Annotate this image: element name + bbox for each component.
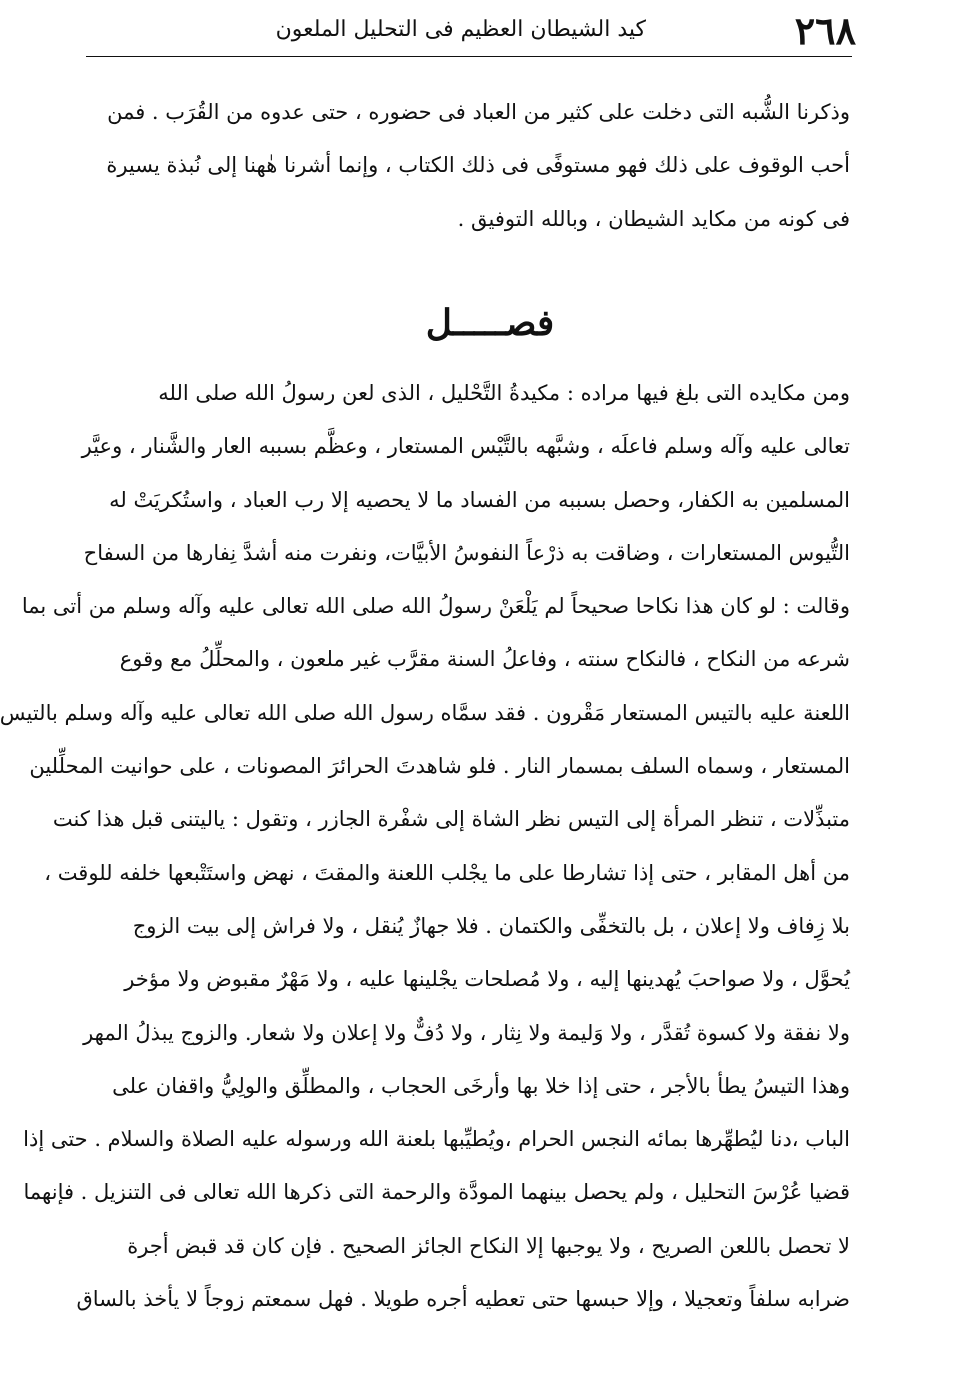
intro-paragraph — [92, 86, 850, 246]
text-line: أحب الوقوف على ذلك فهو مستوفًى فى ذلك الكتاب ، وإنما أشرنا هٰهنا إلى نُبذة يسيرة — [106, 153, 850, 178]
text-line: لا تحصل باللعن الصريح ، ولا يوجبها إلا النكاح الجائز الصحيح . فإن كان قد قبض أجرة — [127, 1233, 850, 1258]
text-line: ولا نفقة ولا كسوة تُقدَّر ، ولا وَليمة ولا نِثار ، ولا دُفٌّ ولا إعلان ولا شعار. والزوج يبذلُ المهر — [83, 1020, 850, 1045]
body-paragraph — [0, 367, 850, 1326]
running-title: كيد الشيطان العظيم فى التحليل الملعون — [275, 17, 646, 42]
text-line: ومن مكايده التى بلغ فيها مراده : مكيدةُ التَّحْليل ، الذى لعن رسولُ الله صلى الله — [158, 381, 850, 405]
section-heading: فصـــــل — [425, 302, 555, 344]
text-line: اللعنة عليه بالتيس المستعار مَقْرون . فقد سمَّاه رسول الله صلى الله تعالى عليه وآله وسلم بالتيس — [0, 700, 850, 725]
page-number: ٢٦٨ — [794, 8, 856, 53]
text-line: قضيا عُرْسَ التحليل ، ولم يحصل بينهما المودَّة والرحمة التى ذكرها الله تعالى فى التنزيل . فإنهما — [23, 1180, 850, 1205]
text-line: التُّيوس المستعارات ، وضاقت به ذرْعاً النفوسُ الأبيَّات، ونفرت منه أشدَّ نِفارها من السفاح — [83, 540, 850, 565]
text-line: وهذا التيسُ يطأ بالأجر ، حتى إذا خلا بها وأرخَى الحجاب ، والمطلِّق والولِيُّ واقفان على — [112, 1073, 850, 1098]
text-line: يُحوَّل ، ولا صواحبَ يُهدينها إليه ، ولا مُصلحات يجْلينها عليه ، ولا مَهْرٌ مقبوض ولا مؤخر — [124, 967, 850, 992]
text-line: فى كونه من مكايد الشيطان ، وبالله التوفيق . — [457, 206, 850, 231]
header-rule — [86, 56, 852, 57]
text-line: متبذِّلات ، تنظر المرأة إلى التيس نظر الشاة إلى شفْرة الجازر ، وتقول : ياليتنى قبل هذا كنت — [52, 807, 850, 832]
text-line: وقالت : لو كان هذا نكاحا صحيحاً لم يَلْعَنْ رسولُ الله صلى الله تعالى عليه وآله وسلم من أتى بما — [21, 594, 850, 619]
text-line: وذكرنا الشُّبه التى دخلت على كثير من العباد فى حضوره ، حتى عدوه من القُرَب . فمن — [107, 100, 850, 124]
text-line: بلا زِفاف ولا إعلان ، بل بالتخفِّى والكتمان . فلا جهازٌ يُنقل ، ولا فراش إلى بيت الزوج — [132, 913, 850, 938]
text-line: شرعه من النكاح ، فالنكاح سنته ، وفاعلُ السنة مقرَّب غير ملعون ، والمحلِّلُ مع وقوع — [119, 647, 850, 672]
text-line: ضرابه سلفاً وتعجيلا ، وإلا حبسها حتى تعطيه أجره طويلا . فهل سمعتم زوجاً لا يأخذ بالساق — [76, 1287, 850, 1312]
text-line: من أهل المقابر ، حتى إذا تشارطا على ما يجْلب اللعنة والمقتَ ، نهض واستَتْبعها خلفه للوقت ، — [44, 860, 850, 885]
text-line: المستعار ، وسماه السلف بمسمار النار . فلو شاهدتَ الحرائرَ المصونات ، على حوانيت المحلِّلين — [29, 754, 850, 779]
text-line: الباب ،دنا ليُطهِّرها بمائه النجس الحرام ،ويُطيِّبها بلعنة الله ورسوله عليه الصلاة والسلام . حتى إذا — [23, 1127, 850, 1152]
text-line: المسلمين به الكفار، وحصل بسببه من الفساد ما لا يحصيه إلا رب العباد ، واستُكريَتْ له — [109, 487, 850, 512]
text-line: تعالى عليه وآله وسلم فاعلَه ، وشبَّهه بالتَّيْس المستعار ، وعظَّم بسببه العار والشَّنار ، وعيَّر — [81, 434, 850, 459]
running-header — [84, 6, 856, 56]
